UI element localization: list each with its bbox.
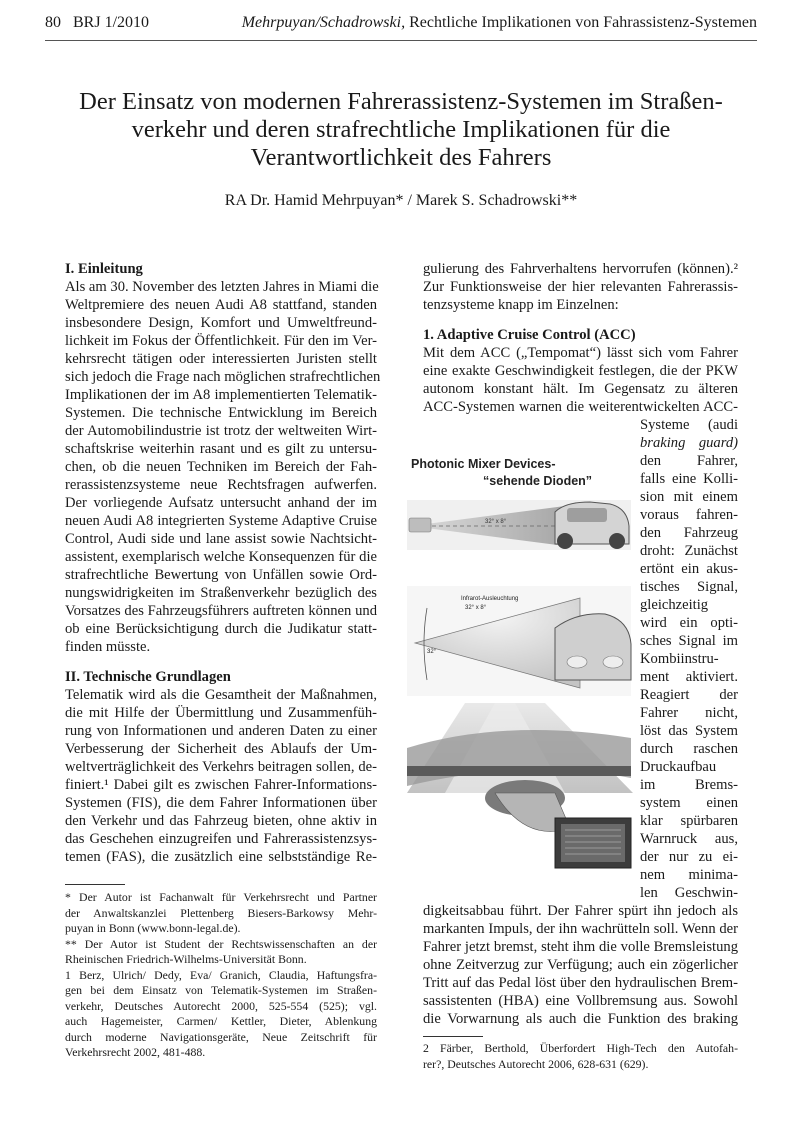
figure-illustration (405, 448, 633, 873)
text-line: neuen Audi A8 integrierten Systeme Adaptive Cruise (65, 513, 377, 529)
text-line: den Fahrzeug (640, 525, 738, 541)
text-line: ment aktiviert. (640, 669, 738, 685)
footnote-rule-right (423, 1036, 483, 1037)
footnote-line: 1 Berz, Ulrich/ Dedy, Eva/ Granich, Claudia, Haftungsfra- (65, 967, 377, 982)
text-line: autonom konstant hält. Im Gegensatz zu älteren (423, 381, 738, 397)
footnote-line: ** Der Autor ist Student der Rechtswissenschaften an der (65, 936, 377, 951)
text-line: braking guard) (640, 435, 738, 451)
header-left (45, 14, 149, 32)
infrared-scene (407, 586, 631, 696)
text-line: wird ein opti- (640, 615, 738, 631)
text-line: droht: Zunächst (640, 543, 738, 559)
text-line: ACC-Systemen warnen die weiterentwickelten ACC- (423, 399, 738, 415)
title-line: Der Einsatz von modernen Fahrerassistenz-Systemen im Straßen- (79, 88, 723, 115)
text-line: der Automobilindustrie ist trotz der weltweiten Wirt- (65, 423, 377, 439)
text-line: sion mit einem (640, 489, 738, 505)
footnote-line: Verkehrsrecht 2002, 481-488. (65, 1045, 206, 1059)
section-heading-einleitung: I. Einleitung (65, 261, 143, 277)
figure-title-line2: “sehende Dioden” (483, 474, 593, 488)
text-line: ob eine Berücksichtigung durch die Judikatur statt- (65, 621, 377, 637)
grundlagen-paragraph (65, 686, 377, 866)
journal-issue: BRJ 1/2010 (73, 14, 150, 31)
text-line: gulierung des Fahrverhaltens hervorrufen (können).² (423, 261, 738, 277)
text-line: finden müsste. (65, 639, 151, 655)
text-line: tisches Signal, (640, 579, 738, 595)
beam-scene (407, 500, 631, 550)
footnote-line: der Anwaltskanzlei Plettenberg Biesers-Barkowsy Mehr- (65, 905, 377, 920)
text-line: nem minima- (640, 867, 738, 883)
angle-label: 32° (427, 649, 437, 655)
text-line: finiert.¹ Dabei gilt es zwischen Fahrer-Informations- (65, 777, 377, 793)
text-line: weltverträglichkeit des Verkehrs beitragen sollen, de- (65, 759, 377, 775)
text-line: Warnruck aus, (640, 831, 738, 847)
text-line: sches Signal im (640, 633, 738, 649)
text-line: löst das System (640, 723, 738, 739)
text-line: Vorsatzes des Fahrzeugsführers auftreten können und (65, 603, 377, 619)
text-line: temen (FAS), die zusätzlich eine selbstständige Re- (65, 849, 377, 865)
text-line: lichkeit im Fokus der Öffentlichkeit. Für den im Ver- (65, 333, 377, 349)
text-line: markanten Impuls, der ihn wachrütteln soll. Wenn der (423, 921, 738, 937)
header-rule (45, 40, 757, 41)
text-line: Implikationen der im A8 implementierten Telematik- (65, 387, 377, 403)
text-line: Tritt auf das Pedal löst über den hydraulischen Brem- (423, 975, 738, 991)
spacer (423, 314, 738, 326)
text-line: Verbesserung der Sicherheit des Ablaufs der Um- (65, 741, 377, 757)
page-number: 80 (45, 14, 61, 31)
text-line: im Brems- (640, 777, 738, 793)
text-line: Als am 30. November des letzten Jahres in Miami die (65, 279, 379, 295)
text-line: voraus fahren- (640, 507, 738, 523)
infrared-angle-label: 32° x 8° (465, 605, 487, 611)
header-right (242, 14, 757, 32)
figure-title-line1: Photonic Mixer Devices- (411, 457, 556, 471)
text-line: eine exakte Geschwindigkeit festlegen, die der PKW (423, 363, 738, 379)
text-line: strafrechtliche Bewertung von Unfällen sowie Ord- (65, 567, 377, 583)
text-line: den Verkehr und das Fahrzeug bieten, ohne aktiv in (65, 813, 377, 829)
left-column (65, 260, 381, 866)
text-line: Control, Audi side und lane assist sowie Nachtsicht- (65, 531, 377, 547)
text-line: insbesondere Design, Komfort und Umweltfreund- (65, 315, 377, 331)
text-line: rung von Informationen und anderen Daten zu einer (65, 723, 377, 739)
text-line: ohne Zeitverzug zur Verfügung; auch ein zögerlicher (423, 957, 738, 973)
text-line: die Vorwarnung als auch die Funktion des braking (423, 1011, 738, 1027)
text-line: das Geschehen einzugreifen und Fahrerassistenzsys- (65, 831, 377, 847)
running-title: Rechtliche Implikationen von Fahrassistenz-Systemen (409, 14, 757, 31)
text-line: Mit dem ACC („Tempomat“) lässt sich vom Fahrer (423, 345, 738, 361)
infrared-label: Infrarot-Ausleuchtung (461, 596, 519, 602)
text-line: Druckaufbau (640, 759, 717, 775)
road-scene (407, 703, 633, 831)
text-line: chen, ob die neuen Techniken im Bereich der Fah- (65, 459, 377, 475)
title-line: verkehr und deren strafrechtliche Implikationen für die (131, 116, 671, 143)
text-line: Weltpremiere des neuen Audi A8 stattfand, standen (65, 297, 377, 313)
footnote-line: verkehr, Deutsches Autorecht 2000, 525-554 (525); vgl. (65, 998, 377, 1013)
text-line: system einen (640, 795, 738, 811)
text-line: Zur Funktionsweise der hier relevanten Fahrerassis- (423, 279, 738, 295)
right-column-top (423, 260, 738, 416)
footnote-line: Rheinischen Friedrich-Wilhelms-Universität Bonn. (65, 952, 307, 966)
beam-angle-label: 32° x 8° (485, 519, 507, 525)
text-line: Systemen (FIS), die dem Fahrer Informationen über (65, 795, 377, 811)
article-authors: RA Dr. Hamid Mehrpuyan* / Marek S. Schadrowski** (224, 192, 578, 209)
text-line: digkeitsabbau führt. Der Fahrer spürt ihn jedoch als (423, 903, 738, 919)
text-line: kehrsrecht tätigen oder interessierten Juristen stellt (65, 351, 377, 367)
car-front (555, 614, 631, 680)
text-line: Systeme (audi (640, 417, 738, 433)
text-line: sich jedoch die Frage nach möglichen strafrechtlichen (65, 369, 381, 385)
text-line: Kombiinstru- (640, 651, 719, 667)
text-line: Der vorliegende Aufsatz untersucht anhand der im (65, 495, 377, 511)
footnote-line: gen bei dem Einsatz von Telematik-Systemen im Straßen- (65, 983, 377, 997)
text-line: sassistenten (HBA) eine Vollbremsung aus. Sowohl (423, 993, 738, 1009)
footnote-line: * Der Autor ist Fachanwalt für Verkehrsrecht und Partner (65, 890, 377, 904)
title-line: Verantwortlichkeit des Fahrers (250, 144, 552, 171)
text-line: die mit Hilfe der Übermittlung und Zusammenfüh- (65, 705, 377, 721)
text-line: len Geschwin- (640, 885, 738, 901)
right-column-bottom (423, 902, 738, 1028)
footnote-line: rer?, Deutsches Autorecht 2006, 628-631 (629). (423, 1056, 649, 1071)
left-footnotes (65, 890, 377, 1061)
section-heading-technische-grundlagen: II. Technische Grundlagen (65, 669, 231, 685)
figure-photonic-mixer-devices (405, 448, 633, 873)
text-line: rerassistenzsysteme neue Rechtsfragen aufwerfen. (65, 477, 377, 493)
text-line: falls eine Kolli- (640, 471, 738, 487)
text-line: nungswidrigkeiten im Straßenverkehr bezüglich des (65, 585, 377, 601)
text-line: Fahrer nicht, (640, 705, 738, 721)
footnote-line: 2 Färber, Berthold, Überfordert High-Tech den Autofah- (423, 1041, 738, 1055)
header-authors: Mehrpuyan/Schadrowski, (241, 14, 406, 31)
text-line: durch raschen (640, 741, 738, 757)
text-line: den Fahrer, (640, 453, 738, 469)
car-rear (555, 502, 629, 549)
text-line: Reagiert der (640, 687, 738, 703)
footnote-rule-left (65, 884, 125, 885)
text-line: ertönt ein akus- (640, 561, 738, 577)
text-line: schaftskrise weiterhin rasant und es gilt zu untersu- (65, 441, 377, 457)
text-line: Telematik wird als die Gesamtheit der Maßnahmen, (65, 687, 377, 703)
text-line: Fahrer jetzt bremst, steht ihm die volle Bremsleistung (423, 939, 738, 955)
article-title (45, 88, 757, 172)
footnote-line: durch moderne Navigationsgeräte, Neue Zeitschrift für (65, 1029, 377, 1044)
footnote-line: puyan in Bonn (www.bonn-legal.de). (65, 921, 241, 935)
spacer (65, 656, 377, 668)
text-line: tenzsysteme knapp im Einzelnen: (423, 297, 619, 313)
text-line: gleichzeitig (640, 597, 709, 613)
text-line: klar spürbaren (640, 813, 738, 829)
text-line: assistent, exemplarisch welche Konsequenzen für die (65, 549, 377, 565)
text-line: Systemen. Die technische Entwicklung im Bereich (65, 405, 377, 421)
right-footnotes (423, 1041, 738, 1072)
right-column-wraptext (640, 416, 738, 902)
footnote-line: auch Hagemeister, Carmen/ Kettler, Dieter, Ablenkung (65, 1014, 377, 1028)
sensor-chip (555, 818, 631, 868)
text-line: der nur zu ei- (640, 849, 738, 865)
einleitung-paragraph (65, 278, 381, 656)
section-heading-acc: 1. Adaptive Cruise Control (ACC) (423, 327, 636, 343)
